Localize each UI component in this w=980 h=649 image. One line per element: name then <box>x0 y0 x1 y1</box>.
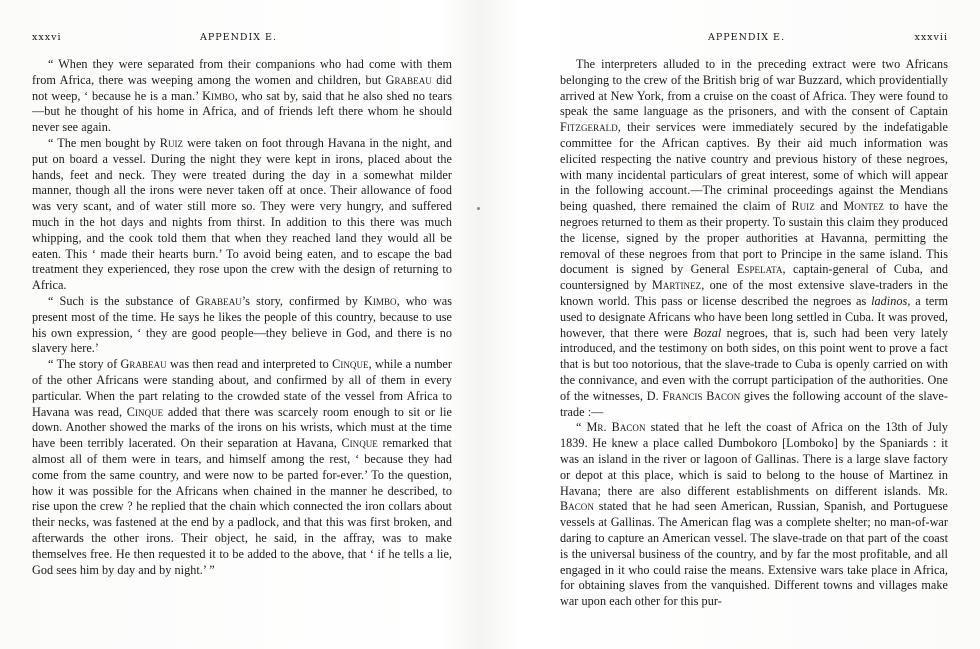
text-run: The interpreters alluded to in the preceding extract were two Africans belonging to the crew of the British brig of war Buzzard, which providentially arrived at New York, from a cruise on the coast of Africa. They were found to speak the same language as the prisoners, and with the consent of Captain <box>560 57 948 119</box>
small-caps-name: Montez <box>843 199 884 214</box>
italic-term: Bozal <box>693 325 722 340</box>
small-caps-name: Kimbo <box>202 88 235 103</box>
text-run: , who sat by, said that he also shed no tears—but he thought of his home in Africa, and of friends left there whom he should never see again. <box>32 88 453 135</box>
text-run: , a term used to designate Africans who have been long settled in Cuba. It was proved, however, that there were <box>560 293 948 340</box>
text-run: did not weep, ‘ because he is a man.’ <box>32 72 452 103</box>
text-run: negroes, that is, such had been very lately introduced, and the testimony on both sides, on this point went to prove a fact that is but too notorious, that the slave-trade to Cuba is openly carried on with the connivance, and even with the corrupt participation of the authorities. One of the witnesses, D. <box>560 325 948 403</box>
small-caps-name: Ruiz <box>791 199 815 214</box>
text-run: remarked that almost all of them were in tears, and himself among the rest, ‘ because they had come from the same country, and were now to be parted for-ever.’ To the question, how it was possible for the Africans when chained in the manner he described, to rise upon the crew ? he replied that the chain which connected the iron collars about their necks, was fastened at the end by a padlock, and that this was first broken, and afterwards the other irons. Their object, he said, in the affray, was to make themselves free. He then requested it to be added to the above, that ‘ if he tells a lie, God sees him by day and by night.’ ” <box>32 436 452 577</box>
text-run: was then read and interpreted to <box>166 357 333 372</box>
page-number: xxxvi <box>32 32 62 43</box>
paper-speck <box>477 207 480 210</box>
text-run: “ <box>576 420 587 435</box>
small-caps-name: Martinez <box>652 278 702 293</box>
text-run: “ The story of <box>48 357 121 372</box>
text-run: stated that he had seen American, Russian, Spanish, and Portuguese vessels at Gallinas. The American flag was a complete shelter; no man-of-war daring to capture an American vessel. The slave-trade on that part of the coast is the universal business of the country, and by far the most profitable, and all engaged in it who could raise the means. Extensive wars take place in Africa, for obtaining slaves from the vanquished. Different towns and villages make war upon each other for this pur- <box>560 499 948 609</box>
page-number: xxxvii <box>914 32 948 43</box>
small-caps-name: Mr. Bacon <box>586 420 646 435</box>
text-run: “ Such is the substance of <box>48 293 196 308</box>
running-title: APPENDIX E. <box>200 32 277 43</box>
paragraph <box>560 420 948 610</box>
small-caps-name: Cinque <box>341 436 378 451</box>
text-run: ’s story, confirmed by <box>241 293 364 308</box>
italic-term: ladinos <box>871 293 908 308</box>
paragraph <box>32 57 452 136</box>
text-run: added that there was scarcely room enough to sit or lie down. Another showed the marks of the irons on his wrists, which must at the time have been terribly lacerated. On their separation at Havana, <box>32 404 452 451</box>
text-run: “ The men bought by <box>48 135 160 150</box>
text-run: stated that he left the coast of Africa on the 13th of July 1839. He knew a place called Dumbokoro [Lomboko] by the Spaniards : it was an island in the river or lagoon of Gallinas. There is a large slave factory or depot at this place, which is said to belong to the house of Martinez in Havana; there are also different establishments on different islands. <box>560 420 948 498</box>
text-run: , while a number of the other Africans were standing about, and confirmed by all of them in every particular. When the part relating to the crowded state of the vessel from Africa to Havana was read, <box>32 357 452 419</box>
small-caps-name: Espelata <box>736 262 783 277</box>
running-head-left <box>32 0 452 43</box>
left-body-text <box>32 57 452 578</box>
small-caps-name: Cinque <box>332 357 369 372</box>
left-page <box>32 0 453 577</box>
small-caps-name: Cinque <box>126 404 164 419</box>
small-caps-name: Ruiz <box>159 135 184 150</box>
running-head-right <box>560 0 948 43</box>
small-caps-name: Kimbo <box>364 293 397 308</box>
small-caps-name: Fitzgerald <box>560 120 618 135</box>
text-run: , captain-general of Cuba, and countersigned by <box>560 262 948 293</box>
running-title: APPENDIX E. <box>708 32 785 43</box>
small-caps-name: Francis Bacon <box>662 388 741 403</box>
text-run: “ When they were separated from their companions who had come with them from Africa, there was weeping among the women and children, but <box>32 57 452 87</box>
text-run: , who was present most of the time. He says he likes the people of this country, because to use his own expression, ‘ they are good people—they believe in God, and there is no slavery here.’ <box>32 293 452 356</box>
small-caps-name: Grabeau <box>385 72 432 87</box>
text-run: , their services were immediately secured by the indefatigable committee for the African captives. By their aid much information was elicited respecting the native country and previous history of these negroes, with many incidental particulars of great interest, some of which will appear in the following account.—The criminal proceedings against the Mendians being quashed, there remained the claim of <box>560 120 948 214</box>
small-caps-name: Grabeau <box>120 357 167 372</box>
text-run: to have the negroes returned to them as their property. To sustain this claim they produced the license, signed by the proper authorities at Havanna, permitting the removal of these negroes from that port to Principe in the same island. This document is signed by General <box>560 199 948 277</box>
text-run: , one of the most extensive slave-traders in the known world. This pass or license described the negroes as <box>560 278 948 308</box>
text-run: and <box>814 199 844 214</box>
small-caps-name: Grabeau <box>195 293 242 308</box>
paragraph <box>32 136 452 294</box>
paragraph <box>32 294 452 357</box>
text-run: were taken on foot through Havana in the night, and put on board a vessel. During the night they were kept in irons, placed about the hands, feet and neck. They were treated during the day in a somewhat milder manner, though all the irons were never taken off at once. Their allowance of food was very scant, and of water still more so. They were very hungry, and suffered much in the hot days and nights from thirst. In addition to this there was much whipping, and the cook told them that when they reached land they would all be eaten. This ‘ made their hearts burn.’ To avoid being eaten, and to escape the bad treatment they experienced, they rose upon the crew with the design of returning to Africa. <box>32 135 453 293</box>
small-caps-name: Mr. Bacon <box>560 483 948 514</box>
right-page <box>560 0 948 609</box>
paragraph <box>560 57 948 420</box>
paragraph <box>32 357 452 578</box>
right-body-text <box>560 57 948 610</box>
text-run: gives the following account of the slave-trade :— <box>560 388 948 419</box>
